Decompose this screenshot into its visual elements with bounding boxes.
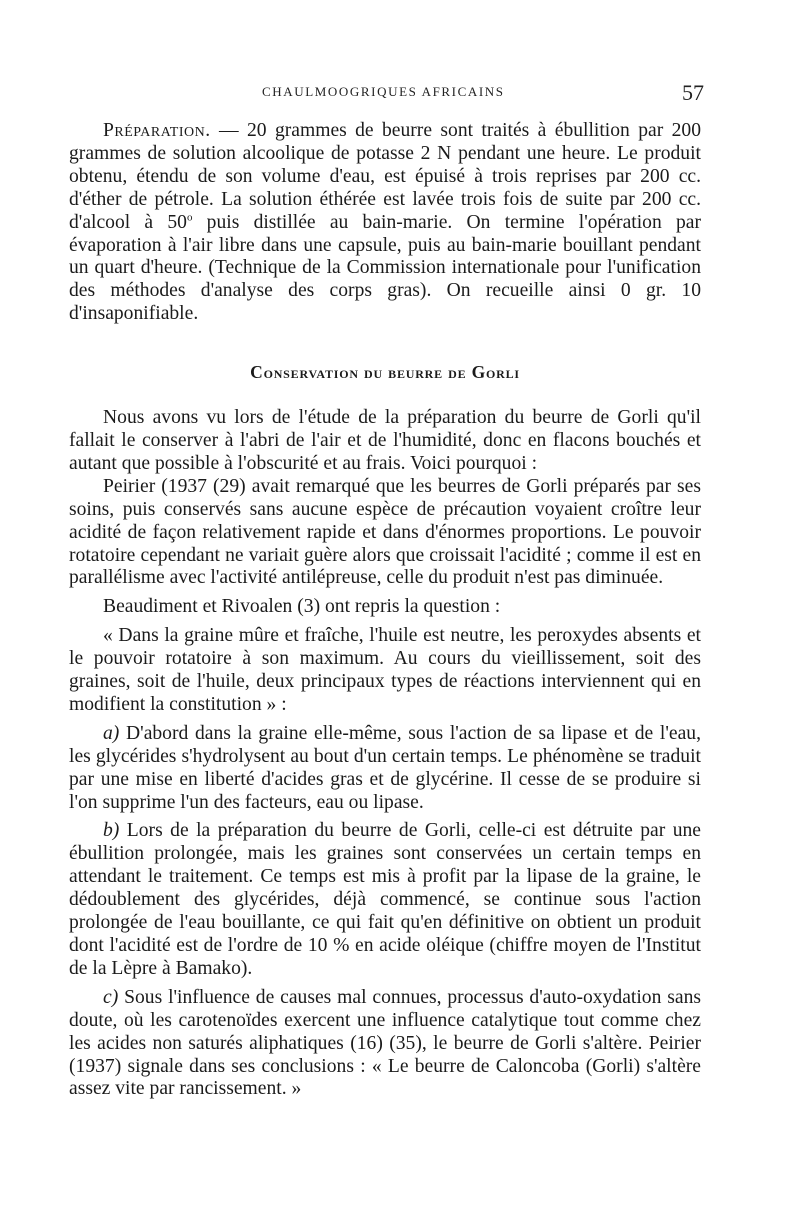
running-title: CHAULMOOGRIQUES AFRICAINS [262, 84, 505, 99]
item-letter-c: c) [103, 986, 119, 1008]
section-heading: Conservation du beurre de Gorli [250, 362, 520, 383]
running-head [0, 82, 800, 106]
body-text [69, 120, 701, 1101]
paragraph-a-text: D'abord dans la graine elle-même, sous l'action de sa lipase et de l'eau, les glycérides s'hydrolysent au bout d'un certain temps. Le phénomène se traduit par une mise en liberté d'acides gras et de glycérine. Il cesse de se produire si l'on supprime l'un des facteurs, eau ou lipase. [69, 722, 701, 813]
paragraph-a [69, 723, 701, 815]
item-letter-b: b) [103, 820, 120, 842]
paragraph-c-text: Sous l'influence de causes mal connues, processus d'auto-oxydation sans doute, où les carotenoïdes exercent une influence catalytique tout comme chez les acides non saturés aliphatiques (16) (35), le beurre de Gorli s'altère. Peirier (1937) signale dans ses conclusions : « Le beurre de Caloncoba (Gorli) s'altère assez vite par rancissement. » [69, 986, 701, 1100]
preparation-lead: Préparation. [103, 120, 211, 141]
paragraph-peirier: Peirier (1937 (29) avait remarqué que les beurres de Gorli préparés par ses soins, puis conservés sans aucune espèce de précaution voyaient croître leur acidité de façon relativement rapide et dans d'énormes proportions. Le pouvoir rotatoire cependant ne variait guère alors que croissait l'acidité ; comme il est en parallélisme avec l'activité antilépreuse, celle du produit n'est pas diminuée. [69, 475, 701, 589]
paragraph-intro: Nous avons vu lors de l'étude de la préparation du beurre de Gorli qu'il fallait le conserver à l'abri de l'air et de l'humidité, donc en flacons bouchés et autant que possible à l'obscurité et au frais. Voici pourquoi : [69, 407, 701, 474]
degree-symbol: o [186, 211, 193, 224]
page-number: 57 [682, 80, 704, 105]
paragraph-c [69, 987, 701, 1102]
item-letter-a: a) [103, 722, 120, 744]
preparation-paragraph [69, 120, 701, 326]
paragraph-b-text: Lors de la préparation du beurre de Gorli, celle-ci est détruite par une ébullition prolongée, mais les graines sont conservées un certain temps en attendant le traitement. Ce temps est mis à profit par la lipase de la graine, le dédoublement des glycérides, déjà commencé, se continue sous l'action prolongée de l'eau bouillante, ce qui fait qu'en définitive on obtient un produit dont l'acidité est de l'ordre de 10 % en acide oléique (chiffre moyen de l'Institut de la Lèpre à Bamako). [69, 820, 701, 979]
paragraph-b [69, 820, 701, 980]
paragraph-quote: « Dans la graine mûre et fraîche, l'huile est neutre, les peroxydes absents et le pouvoir rotatoire à son maximum. Au cours du vieillissement, soit des graines, soit de l'huile, deux principaux types de réactions interviennent qui en modifient la constitution » : [69, 625, 701, 715]
preparation-text: — 20 grammes de beurre sont traités à ébullition par 200 grammes de solution alcoolique de potasse 2 N pendant une heure. Le produit obtenu, étendu de son volume d'eau, est épuisé à trois reprises par 200 cc. d'éther de pétrole. La solution éthérée est lavée trois fois de suite par 200 cc. d'alcool à 50 [69, 120, 701, 233]
paragraph-beaudiment: Beaudiment et Rivoalen (3) ont repris la question : [103, 596, 501, 618]
preparation-text-end: puis distillée au bain-marie. On termine l'opération par évaporation à l'air libre dans une capsule, puis au bain-marie bouillant pendant un quart d'heure. (Technique de la Commission internationale pour l'unification des méthodes d'analyse des corps gras). On recueille ainsi 0 gr. 10 d'insaponifiable. [69, 211, 701, 325]
